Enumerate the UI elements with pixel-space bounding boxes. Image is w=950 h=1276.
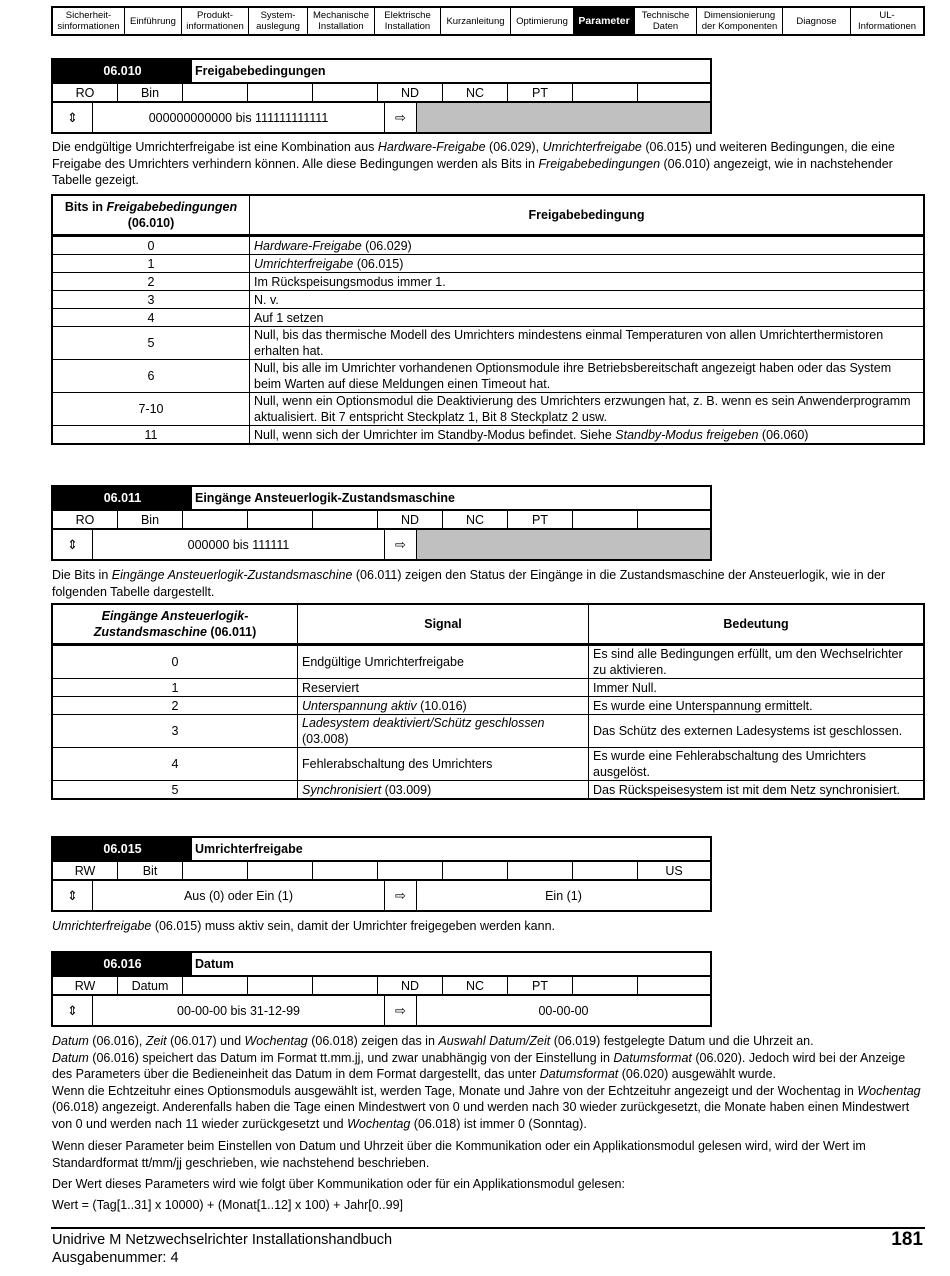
param-number: 06.011 xyxy=(53,487,192,509)
table-row: 0 Hardware-Freigabe (06.029) xyxy=(52,236,924,255)
param-attr: RO xyxy=(53,511,118,528)
param-attr: RW xyxy=(53,977,118,994)
param-range: Aus (0) oder Ein (1) xyxy=(93,881,385,910)
updown-arrow-icon: ⇕ xyxy=(53,103,93,132)
nav-tab-7[interactable]: Kurzanleitung xyxy=(441,8,511,34)
param-attr xyxy=(183,84,248,101)
nav-tab-4[interactable]: System- auslegung xyxy=(249,8,308,34)
param-attr xyxy=(248,84,313,101)
param-attr xyxy=(638,84,710,101)
para-ansteuerlogik-intro: Die Bits in Eingänge Ansteuerlogik-Zustandsmaschine (06.011) zeigen den Status der Eingänge in die Zustandsmaschine der Ansteuerlogik, wie in der folgenden Tabelle dargestellt. xyxy=(52,568,886,599)
param-range: 00-00-00 bis 31-12-99 xyxy=(93,996,385,1025)
param-attr: Bin xyxy=(118,84,183,101)
param-attr xyxy=(573,862,638,879)
table-row: 11 Null, wenn sich der Umrichter im Standby-Modus befindet. Siehe Standby-Modus freigeben (06.060) xyxy=(52,426,924,445)
param-attr: ND xyxy=(378,84,443,101)
param-attr xyxy=(573,84,638,101)
param-attr: ND xyxy=(378,511,443,528)
para-datum-read: Der Wert dieses Parameters wird wie folgt über Kommunikation oder für ein Applikationsmodul gelesen: xyxy=(52,1177,625,1191)
param-attr xyxy=(443,862,508,879)
param-attr: Datum xyxy=(118,977,183,994)
param-range: 000000000000 bis 111111111111 xyxy=(93,103,385,132)
chapter-nav xyxy=(51,6,925,36)
col-freigabebedingung: Freigabebedingung xyxy=(250,195,925,236)
nav-tab-11[interactable]: Dimensionierung der Komponenten xyxy=(697,8,783,34)
updown-arrow-icon: ⇕ xyxy=(53,530,93,559)
right-arrow-icon: ⇨ xyxy=(385,996,417,1025)
para-datum-desc: Datum (06.016), Zeit (06.017) und Wochentag (06.018) zeigen das in Auswahl Datum/Zeit (06.019) festgelegte Datum und die Uhrzeit an. Datum (06.016) speichert das Datum im Format tt.mm.jj, und zwar unabhängig von der Einstellung in Datumsformat (06.020). Jedoch wird bei der Anzeige des Parameters über die Bedieneinheit das Datum in dem Format dargestellt, das unter Datumsformat (06.020) ausgewählt wurde. Wenn die Echtzeituhr eines Optionsmoduls ausgewählt ist, werden Tage, Monate und Jahre von der Echtzeituhr angezeigt und der Wochentag in Wochentag (06.018) angezeigt. Anderenfalls haben die Tage einen Mindestwert von 0 und werden nach 30 wieder zurückgesetzt, die Monate haben einen Mindestwert von 0 und werden nach 11 wieder zurückgesetzt und Wochentag (06.018) ist immer 0 (Sonntag). xyxy=(52,1034,921,1131)
param-range: 000000 bis 111111 xyxy=(93,530,385,559)
table-row: 5 Synchronisiert (03.009) Das Rückspeisesystem ist mit dem Netz synchronisiert. xyxy=(52,781,924,800)
table-freigabebedingungen xyxy=(51,194,925,445)
param-attr: Bit xyxy=(118,862,183,879)
param-06-011-header xyxy=(51,485,712,561)
nav-tab-10[interactable]: Technische Daten xyxy=(635,8,697,34)
table-row: 2 Im Rückspeisungsmodus immer 1. xyxy=(52,273,924,291)
updown-arrow-icon: ⇕ xyxy=(53,996,93,1025)
param-attr xyxy=(183,977,248,994)
col-eingaenge: Eingänge Ansteuerlogik-Zustandsmaschine (06.011) xyxy=(52,604,298,645)
para-datum-formula: Wert = (Tag[1..31] x 10000) + (Monat[1..12] x 100) + Jahr[0..99] xyxy=(52,1198,404,1212)
table-row: 2 Unterspannung aktiv (10.016) Es wurde eine Unterspannung ermittelt. xyxy=(52,697,924,715)
para-umrichterfreigabe: Umrichterfreigabe (06.015) muss aktiv sein, damit der Umrichter freigegeben werden kann. xyxy=(52,919,556,933)
right-arrow-icon: ⇨ xyxy=(385,881,417,910)
updown-arrow-icon: ⇕ xyxy=(53,881,93,910)
param-default xyxy=(417,530,710,559)
param-attr xyxy=(248,862,313,879)
param-attr: US xyxy=(665,863,683,878)
table-row: 1 Umrichterfreigabe (06.015) xyxy=(52,255,924,273)
nav-tab-13[interactable]: UL- Informationen xyxy=(857,10,917,32)
para-freigabe-intro: Die endgültige Umrichterfreigabe ist eine Kombination aus Hardware-Freigabe (06.029), Umrichterfreigabe (06.015) und weiteren Bedingungen, die eine Freigabe des Umrichters verhindern können. Alle diese Bedingungen werden als Bits in Freigabebedingungen (06.010) angezeigt, wie in nachstehender Tabelle gezeigt. xyxy=(52,140,895,187)
param-attr xyxy=(248,511,313,528)
table-row: 4 Fehlerabschaltung des Umrichters Es wurde eine Fehlerabschaltung des Umrichters ausgelöst. xyxy=(52,748,924,781)
table-row: 4 Auf 1 setzen xyxy=(52,309,924,327)
param-06-010-header xyxy=(51,58,712,134)
nav-tab-1[interactable]: Sicherheit- sinformationen xyxy=(53,8,125,34)
param-attr: RO xyxy=(53,84,118,101)
param-attr: NC xyxy=(443,84,508,101)
param-attr: PT xyxy=(508,84,573,101)
nav-tab-12[interactable]: Diagnose xyxy=(783,8,851,34)
param-default: Ein (1) xyxy=(545,888,582,903)
nav-tab-2[interactable]: Einführung xyxy=(125,8,182,34)
param-attr xyxy=(638,511,710,528)
nav-tab-8[interactable]: Optimierung xyxy=(511,8,574,34)
footer-issue: Ausgabenummer: 4 xyxy=(52,1250,179,1266)
param-attr xyxy=(508,862,573,879)
param-attr xyxy=(313,511,378,528)
table-row: 7-10 Null, wenn ein Optionsmodul die Deaktivierung des Umrichters erzwungen hat, z. B. wenn es sein Anwenderprogramm aktualisiert. Bit 7 entspricht Steckplatz 1, Bit 8 Steckplatz 2 usw. xyxy=(52,393,924,426)
col-signal: Signal xyxy=(298,604,589,645)
right-arrow-icon: ⇨ xyxy=(385,103,417,132)
nav-tab-5[interactable]: Mechanische Installation xyxy=(308,8,375,34)
param-attr xyxy=(248,977,313,994)
param-attr: RW xyxy=(53,862,118,879)
param-attr xyxy=(313,84,378,101)
param-default: 00-00-00 xyxy=(538,1003,589,1018)
table-ansteuerlogik xyxy=(51,603,925,800)
param-number: 06.016 xyxy=(53,953,192,975)
param-attr: PT xyxy=(508,977,573,994)
table-row: 6 Null, bis alle im Umrichter vorhandenen Optionsmodule ihre Betriebsbereitschaft angezeigt haben oder das System beim Warten auf diese Meldungen einen Timeout hat. xyxy=(52,360,924,393)
param-attr xyxy=(183,862,248,879)
nav-tab-3[interactable]: Produkt- informationen xyxy=(182,8,249,34)
table-row: 5 Null, bis das thermische Modell des Umrichters mindestens einmal Temperaturen von allen Umrichterthermistoren erhalten hat. xyxy=(52,327,924,360)
param-attr xyxy=(313,977,378,994)
right-arrow-icon: ⇨ xyxy=(385,530,417,559)
param-attr: NC xyxy=(443,977,508,994)
param-name: Datum xyxy=(195,957,234,971)
nav-tab-9[interactable]: Parameter xyxy=(574,8,635,34)
table-row: 3 N. v. xyxy=(52,291,924,309)
param-attr: NC xyxy=(443,511,508,528)
param-attr xyxy=(573,977,638,994)
param-attr xyxy=(378,862,443,879)
param-name: Eingänge Ansteuerlogik-Zustandsmaschine xyxy=(195,491,456,505)
param-name: Umrichterfreigabe xyxy=(195,842,303,856)
col-bits: Bits in Freigabebedingungen (06.010) xyxy=(52,195,250,236)
table-row: 0 Endgültige Umrichterfreigabe Es sind alle Bedingungen erfüllt, um den Wechselrichter zu aktivieren. xyxy=(52,645,924,679)
param-number: 06.015 xyxy=(53,838,192,860)
param-attr xyxy=(313,862,378,879)
table-row: 3 Ladesystem deaktiviert/Schütz geschlossen (03.008) Das Schütz des externen Ladesystems ist geschlossen. xyxy=(52,715,924,748)
param-attr xyxy=(183,511,248,528)
param-attr: PT xyxy=(508,511,573,528)
page-number: 181 xyxy=(891,1229,923,1250)
nav-tab-6[interactable]: Elektrische Installation xyxy=(375,8,441,34)
footer-rule xyxy=(51,1227,925,1229)
col-bedeutung: Bedeutung xyxy=(589,604,925,645)
param-attr: Bin xyxy=(118,511,183,528)
param-attr xyxy=(573,511,638,528)
param-attr: ND xyxy=(378,977,443,994)
footer-title: Unidrive M Netzwechselrichter Installationshandbuch xyxy=(52,1232,393,1248)
param-06-015-header xyxy=(51,836,712,912)
param-name: Freigabebedingungen xyxy=(195,64,326,78)
param-attr xyxy=(638,977,710,994)
para-datum-format: Wenn dieser Parameter beim Einstellen von Datum und Uhrzeit über die Kommunikation oder ein Applikationsmodul gelesen wird, wird der Wert im Standardformat tt/mm/jj geschrieben, wie nachstehend beschrieben. xyxy=(52,1139,866,1170)
param-number: 06.010 xyxy=(53,60,192,82)
param-default xyxy=(417,103,710,132)
param-06-016-header xyxy=(51,951,712,1027)
table-row: 1 Reserviert Immer Null. xyxy=(52,679,924,697)
